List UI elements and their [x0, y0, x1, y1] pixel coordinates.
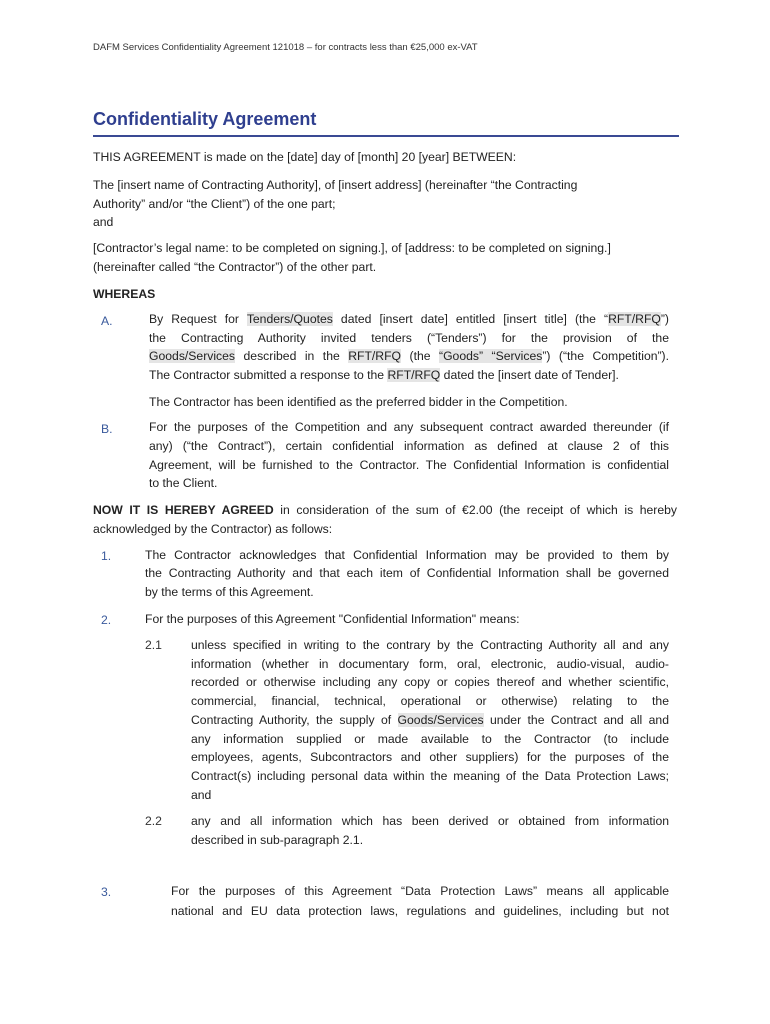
recital-a-line-1: By Request for Tenders/Quotes dated [insert date] entitled [insert title] (the “RFT/RFQ”) [149, 312, 669, 326]
clause-2-line-1: For the purposes of this Agreement "Confidential Information" means: [145, 612, 520, 626]
clause-2-1-label: 2.1 [145, 638, 162, 652]
clause-1-line-1: The Contractor acknowledges that Confidential Information may be provided to them by [145, 548, 669, 562]
clause-2-1-line-9: and [191, 788, 212, 802]
highlight-field: RFT/RFQ [608, 312, 661, 326]
clause-2-2-label: 2.2 [145, 814, 162, 828]
clause-3-line-2: national and EU data protection laws, regulations and guidelines, including but not [171, 904, 669, 918]
client-line-2: Authority” and/or “the Client”) of the one part; [93, 197, 336, 211]
clause-2-1-line-3: recorded or otherwise including any copy or copies thereof and whether scientific, [191, 675, 669, 689]
recital-b-line-4: to the Client. [149, 476, 218, 490]
recital-a-line-2: the Contracting Authority invited tenders (“Tenders”) for the provision of the [149, 331, 669, 345]
agreed-line-2: acknowledged by the Contractor) as follows: [93, 522, 333, 536]
recital-b-line-1: For the purposes of the Competition and any subsequent contract awarded thereunder (if [149, 420, 669, 434]
recital-a-label: A. [101, 314, 113, 328]
contractor-line-1: [Contractor’s legal name: to be completed on signing.], of [address: to be completed on signing.] [93, 241, 611, 255]
highlight-field: Tenders/Quotes [246, 312, 333, 326]
title-underline [93, 135, 679, 137]
clause-2-1-line-4: commercial, financial, technical, operational or otherwise) relating to the [191, 694, 669, 708]
and-line: and [93, 215, 114, 229]
client-line-1: The [insert name of Contracting Authority], of [insert address] (hereinafter “the Contracting [93, 178, 578, 192]
page-title: Confidentiality Agreement [93, 109, 317, 129]
whereas-heading: WHEREAS [93, 287, 156, 301]
clause-2-2-line-1: any and all information which has been derived or obtained from information [191, 814, 669, 828]
recital-a-line-4: The Contractor submitted a response to the RFT/RFQ dated the [insert date of Tender]. [149, 368, 619, 382]
recital-b-line-3: Agreement, will be furnished to the Contractor. The Confidential Information is confidential [149, 458, 669, 472]
clause-2-1-line-6: any information supplied or made available to the Contractor (to include [191, 732, 669, 746]
clause-2-1-line-8: Contract(s) including personal data within the meaning of the Data Protection Laws; [191, 769, 669, 783]
recital-b-line-2: any) (“the Contract”), certain confidential information as defined at clause 2 of this [149, 439, 669, 453]
recital-a-line-3: Goods/Services described in the RFT/RFQ (the “Goods” “Services”) (“the Competition”). [149, 349, 670, 363]
clause-3-line-1: For the purposes of this Agreement “Data Protection Laws” means all applicable [171, 884, 669, 898]
clause-3-label: 3. [101, 885, 112, 899]
clause-2-1-line-5: Contracting Authority, the supply of Goods/Services under the Contract and all and [191, 713, 669, 727]
contractor-line-2: (hereinafter called “the Contractor”) of the other part. [93, 260, 377, 274]
clause-1-line-2: the Contracting Authority and that each item of Confidential Information shall be governed [145, 566, 669, 580]
clause-2-1-line-2: information (whether in documentary form, oral, electronic, audio-visual, audio- [191, 657, 669, 671]
clause-2-1-line-7: employees, agents, Subcontractors and other suppliers) for the purposes of the [191, 750, 669, 764]
clause-2-2-line-2: described in sub-paragraph 2.1. [191, 833, 364, 847]
highlight-field: Goods/Services [149, 349, 236, 363]
recital-a-line-5: The Contractor has been identified as the preferred bidder in the Competition. [149, 395, 568, 409]
agreement-line: THIS AGREEMENT is made on the [date] day of [month] 20 [year] BETWEEN: [93, 150, 517, 164]
clause-1-label: 1. [101, 549, 112, 563]
highlight-field: Goods/Services [397, 713, 484, 727]
highlight-field: “Goods” “Services [439, 349, 543, 363]
clause-1-line-3: by the terms of this Agreement. [145, 585, 314, 599]
clause-2-1-line-1: unless specified in writing to the contrary by the Contracting Authority all and any [191, 638, 669, 652]
highlight-field: RFT/RFQ [387, 368, 441, 382]
running-header: DAFM Services Confidentiality Agreement 121018 – for contracts less than €25,000 ex-VAT [93, 42, 478, 53]
highlight-field: RFT/RFQ [348, 349, 402, 363]
agreed-line-1: NOW IT IS HEREBY AGREED in consideration of the sum of €2.00 (the receipt of which is hereby [93, 503, 678, 517]
recital-b-label: B. [101, 422, 113, 436]
clause-2-label: 2. [101, 613, 112, 627]
